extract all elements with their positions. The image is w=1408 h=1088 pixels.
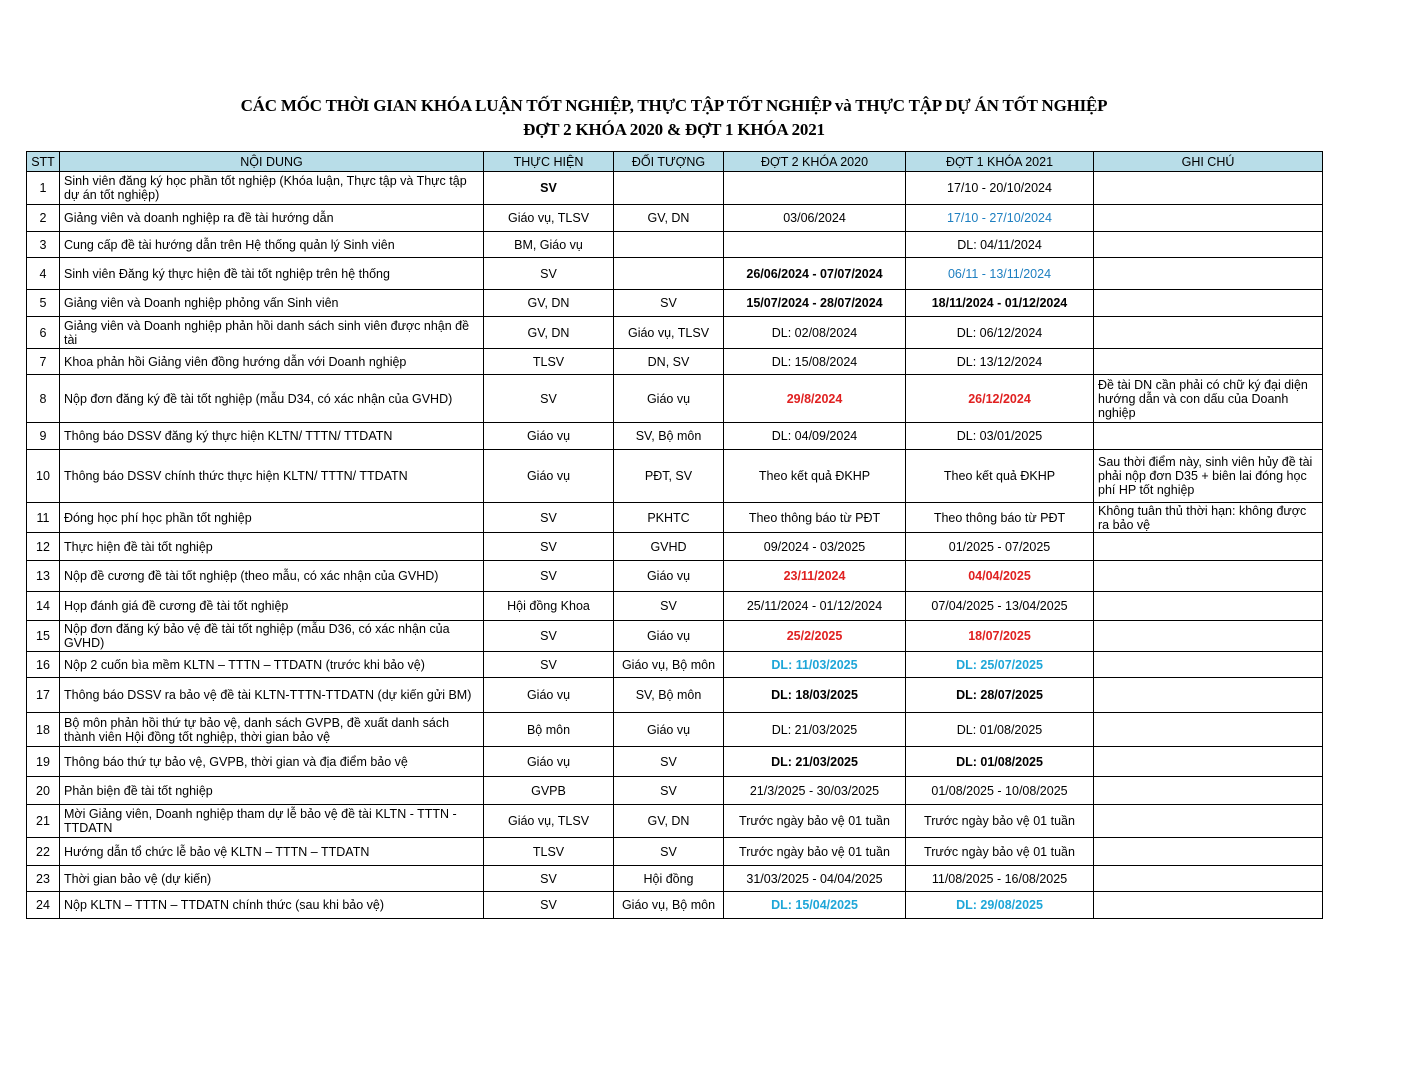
row-content: Đóng học phí học phần tốt nghiệp: [60, 503, 484, 533]
table-row: [27, 172, 1323, 205]
row-performer: SV: [484, 892, 614, 919]
row-date-dot1-2021: DL: 13/12/2024: [906, 349, 1094, 375]
row-note: [1094, 423, 1323, 450]
row-number: 16: [27, 652, 60, 678]
row-performer: SV: [484, 533, 614, 561]
row-date-dot2-2020: 15/07/2024 - 28/07/2024: [724, 290, 906, 317]
row-date-dot2-2020: DL: 21/03/2025: [724, 713, 906, 747]
row-date-dot2-2020: 31/03/2025 - 04/04/2025: [724, 866, 906, 892]
row-note: [1094, 349, 1323, 375]
table-row: [27, 592, 1323, 621]
row-content: Sinh viên đăng ký học phần tốt nghiệp (Khóa luận, Thực tập và Thực tập dự án tốt nghiệp): [60, 172, 484, 205]
row-performer: BM, Giáo vụ: [484, 232, 614, 258]
row-content: Thông báo DSSV đăng ký thực hiện KLTN/ TTTN/ TTDATN: [60, 423, 484, 450]
row-number: 18: [27, 713, 60, 747]
row-note: [1094, 713, 1323, 747]
row-content: Mời Giảng viên, Doanh nghiệp tham dự lễ bảo vệ đề tài KLTN - TTTN - TTDATN: [60, 805, 484, 838]
row-target: SV, Bộ môn: [614, 678, 724, 713]
row-date-dot1-2021: DL: 03/01/2025: [906, 423, 1094, 450]
row-target: PĐT, SV: [614, 450, 724, 503]
row-note: [1094, 232, 1323, 258]
row-content: Thông báo DSSV ra bảo vệ đề tài KLTN-TTTN-TTDATN (dự kiến gửi BM): [60, 678, 484, 713]
row-note: [1094, 592, 1323, 621]
row-number: 21: [27, 805, 60, 838]
row-date-dot1-2021: 06/11 - 13/11/2024: [906, 258, 1094, 290]
row-target: SV: [614, 747, 724, 777]
row-date-dot2-2020: 25/11/2024 - 01/12/2024: [724, 592, 906, 621]
row-number: 17: [27, 678, 60, 713]
row-date-dot2-2020: DL: 11/03/2025: [724, 652, 906, 678]
row-number: 20: [27, 777, 60, 805]
row-number: 24: [27, 892, 60, 919]
table-row: [27, 652, 1323, 678]
row-target: Giáo vụ, Bộ môn: [614, 892, 724, 919]
row-number: 10: [27, 450, 60, 503]
row-note: [1094, 533, 1323, 561]
row-note: [1094, 678, 1323, 713]
row-performer: Giáo vụ: [484, 747, 614, 777]
row-date-dot2-2020: Trước ngày bảo vệ 01 tuần: [724, 838, 906, 866]
table-row: [27, 503, 1323, 533]
table-row: [27, 423, 1323, 450]
row-content: Thông báo thứ tự bảo vệ, GVPB, thời gian và địa điểm bảo vệ: [60, 747, 484, 777]
row-content: Cung cấp đề tài hướng dẫn trên Hệ thống quản lý Sinh viên: [60, 232, 484, 258]
row-performer: Giáo vụ: [484, 678, 614, 713]
row-content: Sinh viên Đăng ký thực hiện đề tài tốt nghiệp trên hệ thống: [60, 258, 484, 290]
row-date-dot2-2020: 09/2024 - 03/2025: [724, 533, 906, 561]
row-note: [1094, 621, 1323, 652]
row-note: [1094, 652, 1323, 678]
row-date-dot1-2021: 17/10 - 20/10/2024: [906, 172, 1094, 205]
row-date-dot1-2021: DL: 28/07/2025: [906, 678, 1094, 713]
row-date-dot2-2020: Theo kết quả ĐKHP: [724, 450, 906, 503]
row-performer: GVPB: [484, 777, 614, 805]
row-content: Giảng viên và doanh nghiệp ra đề tài hướng dẫn: [60, 205, 484, 232]
row-target: Giáo vụ, TLSV: [614, 317, 724, 349]
row-note: [1094, 866, 1323, 892]
row-date-dot2-2020: DL: 21/03/2025: [724, 747, 906, 777]
header-stt: STT: [27, 152, 60, 172]
row-performer: Giáo vụ: [484, 423, 614, 450]
row-target: [614, 258, 724, 290]
row-content: Thực hiện đề tài tốt nghiệp: [60, 533, 484, 561]
header-content: NỘI DUNG: [60, 152, 484, 172]
row-performer: SV: [484, 503, 614, 533]
table-row: [27, 678, 1323, 713]
row-performer: TLSV: [484, 838, 614, 866]
row-date-dot1-2021: 26/12/2024: [906, 375, 1094, 423]
row-performer: Bộ môn: [484, 713, 614, 747]
row-target: [614, 232, 724, 258]
row-target: PKHTC: [614, 503, 724, 533]
row-number: 23: [27, 866, 60, 892]
row-number: 5: [27, 290, 60, 317]
row-performer: SV: [484, 652, 614, 678]
table-row: [27, 805, 1323, 838]
row-date-dot1-2021: 04/04/2025: [906, 561, 1094, 592]
header-dot2-2020: ĐỢT 2 KHÓA 2020: [724, 152, 906, 172]
row-number: 8: [27, 375, 60, 423]
row-performer: SV: [484, 621, 614, 652]
row-note: [1094, 838, 1323, 866]
row-number: 6: [27, 317, 60, 349]
row-date-dot2-2020: DL: 04/09/2024: [724, 423, 906, 450]
row-note: [1094, 290, 1323, 317]
row-date-dot1-2021: DL: 25/07/2025: [906, 652, 1094, 678]
table-row: [27, 892, 1323, 919]
row-content: Họp đánh giá đề cương đề tài tốt nghiệp: [60, 592, 484, 621]
row-target: Giáo vụ: [614, 713, 724, 747]
row-date-dot1-2021: 07/04/2025 - 13/04/2025: [906, 592, 1094, 621]
row-date-dot1-2021: 18/07/2025: [906, 621, 1094, 652]
row-number: 11: [27, 503, 60, 533]
table-row: [27, 713, 1323, 747]
row-performer: SV: [484, 258, 614, 290]
row-note: [1094, 561, 1323, 592]
row-note: [1094, 258, 1323, 290]
table-row: [27, 777, 1323, 805]
row-date-dot1-2021: Theo thông báo từ PĐT: [906, 503, 1094, 533]
row-target: [614, 172, 724, 205]
table-row: [27, 317, 1323, 349]
row-date-dot1-2021: 11/08/2025 - 16/08/2025: [906, 866, 1094, 892]
row-performer: GV, DN: [484, 317, 614, 349]
row-target: SV: [614, 290, 724, 317]
table-row: [27, 866, 1323, 892]
row-date-dot2-2020: 03/06/2024: [724, 205, 906, 232]
row-target: Giáo vụ: [614, 621, 724, 652]
row-content: Hướng dẫn tổ chức lễ bảo vệ KLTN – TTTN – TTDATN: [60, 838, 484, 866]
row-target: Giáo vụ: [614, 375, 724, 423]
row-number: 14: [27, 592, 60, 621]
row-note: Không tuân thủ thời hạn: không được ra bảo vệ: [1094, 503, 1323, 533]
header-dot1-2021: ĐỢT 1 KHÓA 2021: [906, 152, 1094, 172]
row-content: Nộp 2 cuốn bìa mềm KLTN – TTTN – TTDATN (trước khi bảo vệ): [60, 652, 484, 678]
row-number: 4: [27, 258, 60, 290]
row-performer: Giáo vụ, TLSV: [484, 205, 614, 232]
header-note: GHI CHÚ: [1094, 152, 1323, 172]
row-target: GVHD: [614, 533, 724, 561]
table-row: [27, 561, 1323, 592]
row-date-dot1-2021: 18/11/2024 - 01/12/2024: [906, 290, 1094, 317]
row-date-dot2-2020: 29/8/2024: [724, 375, 906, 423]
row-target: Giáo vụ, Bộ môn: [614, 652, 724, 678]
document-title: CÁC MỐC THỜI GIAN KHÓA LUẬN TỐT NGHIỆP, THỰC TẬP TỐT NGHIỆP và THỰC TẬP DỰ ÁN TỐT NGHIỆP: [240, 96, 1108, 115]
document-subtitle: ĐỢT 2 KHÓA 2020 & ĐỢT 1 KHÓA 2021: [523, 120, 825, 139]
row-number: 12: [27, 533, 60, 561]
row-target: Hội đồng: [614, 866, 724, 892]
row-content: Thông báo DSSV chính thức thực hiện KLTN/ TTTN/ TTDATN: [60, 450, 484, 503]
table-row: [27, 533, 1323, 561]
row-date-dot1-2021: Trước ngày bảo vệ 01 tuần: [906, 805, 1094, 838]
row-performer: SV: [484, 172, 614, 205]
row-performer: SV: [484, 866, 614, 892]
row-content: Nộp đơn đăng ký đề tài tốt nghiệp (mẫu D34, có xác nhận của GVHD): [60, 375, 484, 423]
row-content: Nộp KLTN – TTTN – TTDATN chính thức (sau khi bảo vệ): [60, 892, 484, 919]
row-date-dot1-2021: Trước ngày bảo vệ 01 tuần: [906, 838, 1094, 866]
row-date-dot1-2021: 17/10 - 27/10/2024: [906, 205, 1094, 232]
row-date-dot2-2020: DL: 18/03/2025: [724, 678, 906, 713]
header-target: ĐỐI TƯỢNG: [614, 152, 724, 172]
row-target: SV: [614, 592, 724, 621]
table-row: [27, 838, 1323, 866]
row-performer: Hội đồng Khoa: [484, 592, 614, 621]
row-content: Phản biện đề tài tốt nghiệp: [60, 777, 484, 805]
row-target: GV, DN: [614, 805, 724, 838]
row-number: 9: [27, 423, 60, 450]
row-performer: SV: [484, 561, 614, 592]
row-note: [1094, 777, 1323, 805]
row-date-dot2-2020: 25/2/2025: [724, 621, 906, 652]
row-note: Đề tài DN cần phải có chữ ký đại diện hướng dẫn và con dấu của Doanh nghiệp: [1094, 375, 1323, 423]
table-row: [27, 349, 1323, 375]
row-target: DN, SV: [614, 349, 724, 375]
row-note: [1094, 747, 1323, 777]
row-note: [1094, 805, 1323, 838]
row-date-dot2-2020: DL: 02/08/2024: [724, 317, 906, 349]
row-note: [1094, 892, 1323, 919]
row-date-dot1-2021: Theo kết quả ĐKHP: [906, 450, 1094, 503]
table-row: [27, 205, 1323, 232]
row-date-dot2-2020: Trước ngày bảo vệ 01 tuần: [724, 805, 906, 838]
row-date-dot1-2021: DL: 29/08/2025: [906, 892, 1094, 919]
row-performer: Giáo vụ: [484, 450, 614, 503]
row-number: 3: [27, 232, 60, 258]
row-date-dot1-2021: 01/2025 - 07/2025: [906, 533, 1094, 561]
row-date-dot2-2020: 23/11/2024: [724, 561, 906, 592]
table-row: [27, 621, 1323, 652]
row-performer: Giáo vụ, TLSV: [484, 805, 614, 838]
row-date-dot1-2021: DL: 01/08/2025: [906, 713, 1094, 747]
row-number: 15: [27, 621, 60, 652]
row-date-dot1-2021: 01/08/2025 - 10/08/2025: [906, 777, 1094, 805]
row-date-dot2-2020: 26/06/2024 - 07/07/2024: [724, 258, 906, 290]
row-performer: TLSV: [484, 349, 614, 375]
table-row: [27, 747, 1323, 777]
row-date-dot2-2020: DL: 15/04/2025: [724, 892, 906, 919]
row-content: Giảng viên và Doanh nghiệp phản hồi danh sách sinh viên được nhận đề tài: [60, 317, 484, 349]
row-note: Sau thời điểm này, sinh viên hủy đề tài phải nộp đơn D35 + biên lai đóng học phí HP tốt nghiệp: [1094, 450, 1323, 503]
row-date-dot2-2020: 21/3/2025 - 30/03/2025: [724, 777, 906, 805]
row-date-dot2-2020: [724, 172, 906, 205]
row-date-dot2-2020: [724, 232, 906, 258]
row-content: Giảng viên và Doanh nghiệp phỏng vấn Sinh viên: [60, 290, 484, 317]
row-number: 22: [27, 838, 60, 866]
row-date-dot2-2020: Theo thông báo từ PĐT: [724, 503, 906, 533]
table-row: [27, 375, 1323, 423]
row-number: 7: [27, 349, 60, 375]
row-target: SV: [614, 838, 724, 866]
row-number: 2: [27, 205, 60, 232]
row-content: Nộp đề cương đề tài tốt nghiệp (theo mẫu, có xác nhận của GVHD): [60, 561, 484, 592]
row-date-dot1-2021: DL: 04/11/2024: [906, 232, 1094, 258]
row-number: 1: [27, 172, 60, 205]
table-row: [27, 290, 1323, 317]
table-row: [27, 258, 1323, 290]
row-note: [1094, 317, 1323, 349]
timeline-table: [26, 151, 1323, 919]
row-performer: SV: [484, 375, 614, 423]
header-by: THỰC HIỆN: [484, 152, 614, 172]
row-performer: GV, DN: [484, 290, 614, 317]
row-note: [1094, 172, 1323, 205]
table-header-row: [27, 152, 1323, 172]
row-date-dot2-2020: DL: 15/08/2024: [724, 349, 906, 375]
row-date-dot1-2021: DL: 01/08/2025: [906, 747, 1094, 777]
row-content: Nộp đơn đăng ký bảo vệ đề tài tốt nghiệp (mẫu D36, có xác nhận của GVHD): [60, 621, 484, 652]
table-row: [27, 232, 1323, 258]
row-date-dot1-2021: DL: 06/12/2024: [906, 317, 1094, 349]
row-number: 19: [27, 747, 60, 777]
row-note: [1094, 205, 1323, 232]
row-target: GV, DN: [614, 205, 724, 232]
row-target: SV, Bộ môn: [614, 423, 724, 450]
row-number: 13: [27, 561, 60, 592]
row-content: Thời gian bảo vệ (dự kiến): [60, 866, 484, 892]
row-target: SV: [614, 777, 724, 805]
row-target: Giáo vụ: [614, 561, 724, 592]
row-content: Khoa phản hồi Giảng viên đồng hướng dẫn với Doanh nghiệp: [60, 349, 484, 375]
table-row: [27, 450, 1323, 503]
row-content: Bộ môn phản hồi thứ tự bảo vệ, danh sách GVPB, đề xuất danh sách thành viên Hội đồng tốt nghiệp, thời gian bảo vệ: [60, 713, 484, 747]
